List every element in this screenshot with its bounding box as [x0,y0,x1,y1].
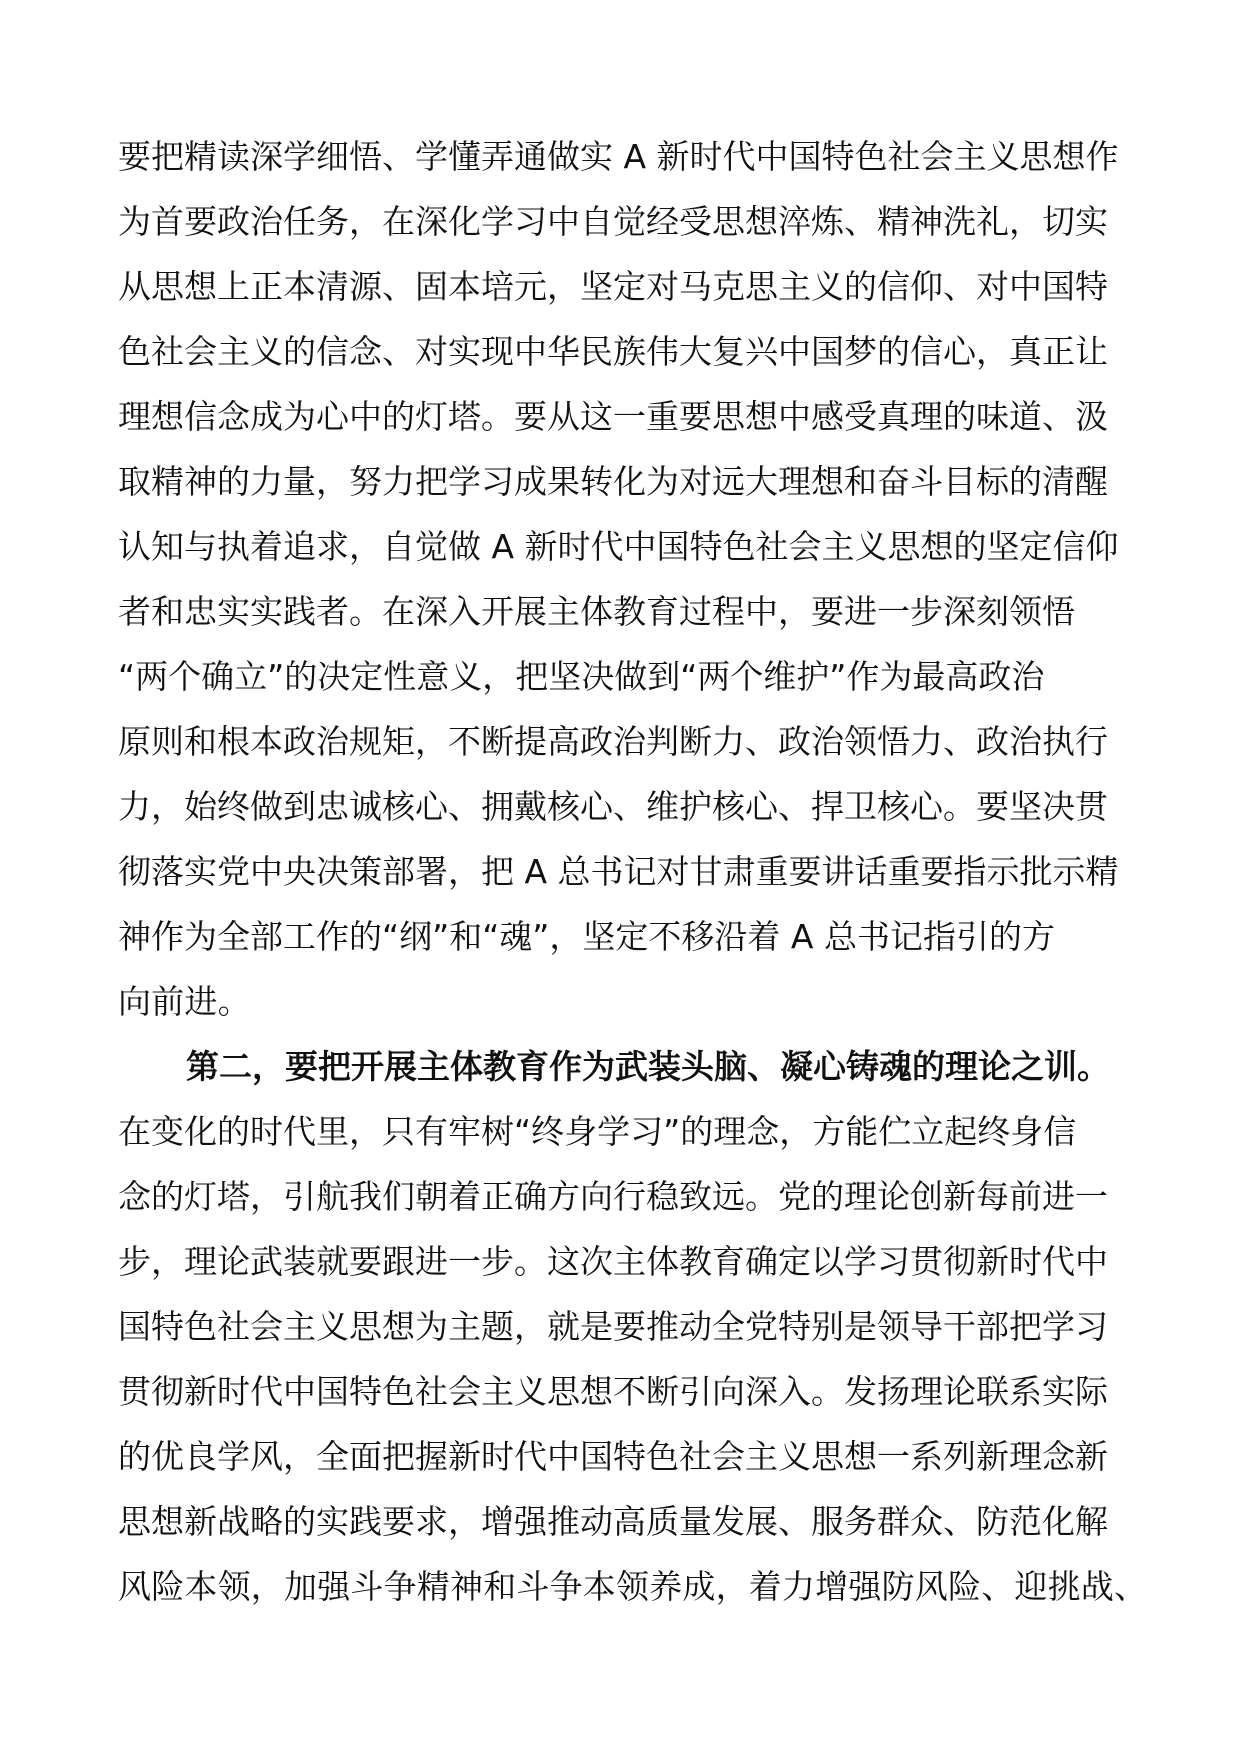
paragraph-line: 原则和根本政治规矩，不断提高政治判断力、政治领悟力、政治执行 [118,722,1108,761]
paragraph-line: 思想新战略的实践要求，增强推动高质量发展、服务群众、防范化解 [118,1502,1108,1541]
paragraph-line: 国特色社会主义思想为主题，就是要推动全党特别是领导干部把学习 [118,1307,1108,1346]
paragraph-line: 风险本领，加强斗争精神和斗争本领养成，着力增强防风险、迎挑战、 [118,1567,1148,1606]
paragraph-line: 的优良学风，全面把握新时代中国特色社会主义思想一系列新理念新 [118,1437,1108,1476]
paragraph-line: 取精神的力量，努力把学习成果转化为对远大理想和奋斗目标的清醒 [118,462,1108,501]
section-heading-line: 第二，要把开展主体教育作为武装头脑、凝心铸魂的理论之训。 [186,1047,1110,1086]
paragraph-line: 者和忠实实践者。在深入开展主体教育过程中，要进一步深刻领悟 [118,592,1075,631]
paragraph-line: “两个确立”的决定性意义，把坚决做到“两个维护”作为最高政治 [118,657,1045,696]
paragraph-line: 从思想上正本清源、固本培元，坚定对马克思主义的信仰、对中国特 [118,267,1108,306]
paragraph-line: 理想信念成为心中的灯塔。要从这一重要思想中感受真理的味道、汲 [118,397,1108,436]
paragraph-line: 色社会主义的信念、对实现中华民族伟大复兴中国梦的信心，真正让 [118,332,1108,371]
paragraph-line: 要把精读深学细悟、学懂弄通做实 A 新时代中国特色社会主义思想作 [118,137,1119,176]
paragraph-line: 向前进。 [118,982,251,1021]
paragraph-line: 为首要政治任务，在深化学习中自觉经受思想淬炼、精神洗礼，切实 [118,202,1108,241]
paragraph-line: 力，始终做到忠诚核心、拥戴核心、维护核心、捍卫核心。要坚决贯 [118,787,1108,826]
paragraph-line: 神作为全部工作的“纲”和“魂”，坚定不移沿着 A 总书记指引的方 [118,917,1055,956]
paragraph-line: 认知与执着追求，自觉做 A 新时代中国特色社会主义思想的坚定信仰 [118,527,1119,566]
body-text [118,124,1148,1619]
paragraph-line: 步，理论武装就要跟进一步。这次主体教育确定以学习贯彻新时代中 [118,1242,1108,1281]
paragraph-line: 在变化的时代里，只有牢树“终身学习”的理念，方能伫立起终身信 [118,1112,1077,1151]
paragraph-line: 念的灯塔，引航我们朝着正确方向行稳致远。党的理论创新每前进一 [118,1177,1108,1216]
paragraph-line: 贯彻新时代中国特色社会主义思想不断引向深入。发扬理论联系实际 [118,1372,1108,1411]
paragraph-line: 彻落实党中央决策部署，把 A 总书记对甘肃重要讲话重要指示批示精 [118,852,1119,891]
